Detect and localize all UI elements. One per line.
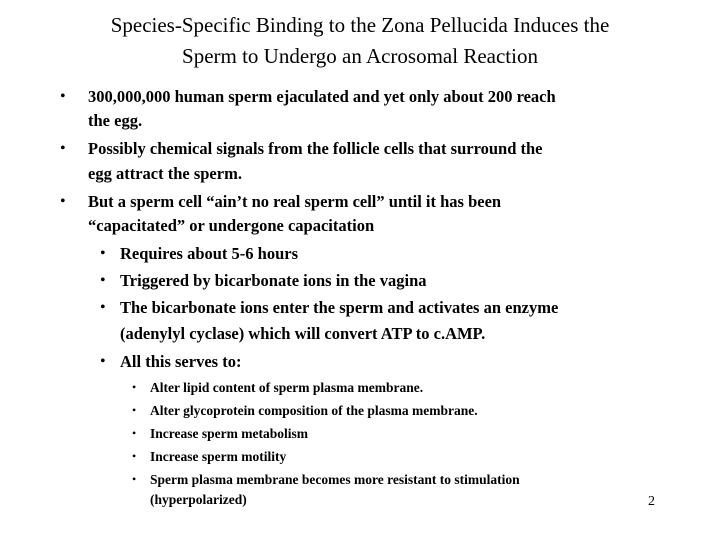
- title-line-2: Sperm to Undergo an Acrosomal Reaction: [182, 44, 538, 68]
- bullet-marker: •: [60, 88, 66, 105]
- sub-sub-bullet-marker: •: [132, 472, 137, 486]
- sub-sub-bullet-3: Increase sperm metabolism: [150, 426, 308, 441]
- title-line-1: Species-Specific Binding to the Zona Pellucida Induces the: [110, 13, 610, 37]
- sub-sub-bullet-2: Alter glycoprotein composition of the plasma membrane.: [150, 403, 478, 418]
- bullet-1-line-2: the egg.: [88, 111, 143, 130]
- sub-bullet-1: Requires about 5-6 hours: [120, 244, 299, 263]
- bullet-3-line-2: “capacitated” or undergone capacitation: [88, 216, 375, 235]
- sub-bullet-2: Triggered by bicarbonate ions in the vagina: [120, 271, 427, 290]
- sub-sub-bullet-5-continuation: (hyperpolarized): [150, 492, 247, 507]
- sub-bullet-3-line-2: (adenylyl cyclase) which will convert ATP to c.AMP.: [120, 324, 486, 343]
- sub-sub-bullet-4: Increase sperm motility: [150, 449, 287, 464]
- slide-title: [40, 10, 680, 72]
- sub-sub-bullet-marker: •: [132, 403, 137, 417]
- bullet-2-line-2: egg attract the sperm.: [88, 164, 242, 183]
- sub-bullet-marker: •: [100, 353, 106, 370]
- sub-sub-bullet-1: Alter lipid content of sperm plasma membrane.: [150, 380, 424, 395]
- sub-sub-bullet-marker: •: [132, 380, 137, 394]
- sub-bullet-4: All this serves to:: [120, 352, 242, 371]
- sub-bullet-marker: •: [100, 299, 106, 316]
- sub-bullet-marker: •: [100, 272, 106, 289]
- sub-bullet-marker: •: [100, 245, 106, 262]
- bullet-2-line-1: Possibly chemical signals from the follicle cells that surround the: [88, 139, 543, 158]
- sub-bullet-3-line-1: The bicarbonate ions enter the sperm and activates an enzyme: [120, 298, 559, 317]
- page-number: 2: [648, 494, 655, 509]
- sub-sub-bullet-marker: •: [132, 426, 137, 440]
- bullet-marker: •: [60, 193, 66, 210]
- sub-sub-bullet-marker: •: [132, 449, 137, 463]
- bullet-1-line-1: 300,000,000 human sperm ejaculated and yet only about 200 reach: [88, 87, 556, 106]
- sub-sub-bullet-5: Sperm plasma membrane becomes more resistant to stimulation: [150, 472, 520, 487]
- bullet-3-line-1: But a sperm cell “ain’t no real sperm cell” until it has been: [88, 192, 502, 211]
- bullet-marker: •: [60, 140, 66, 157]
